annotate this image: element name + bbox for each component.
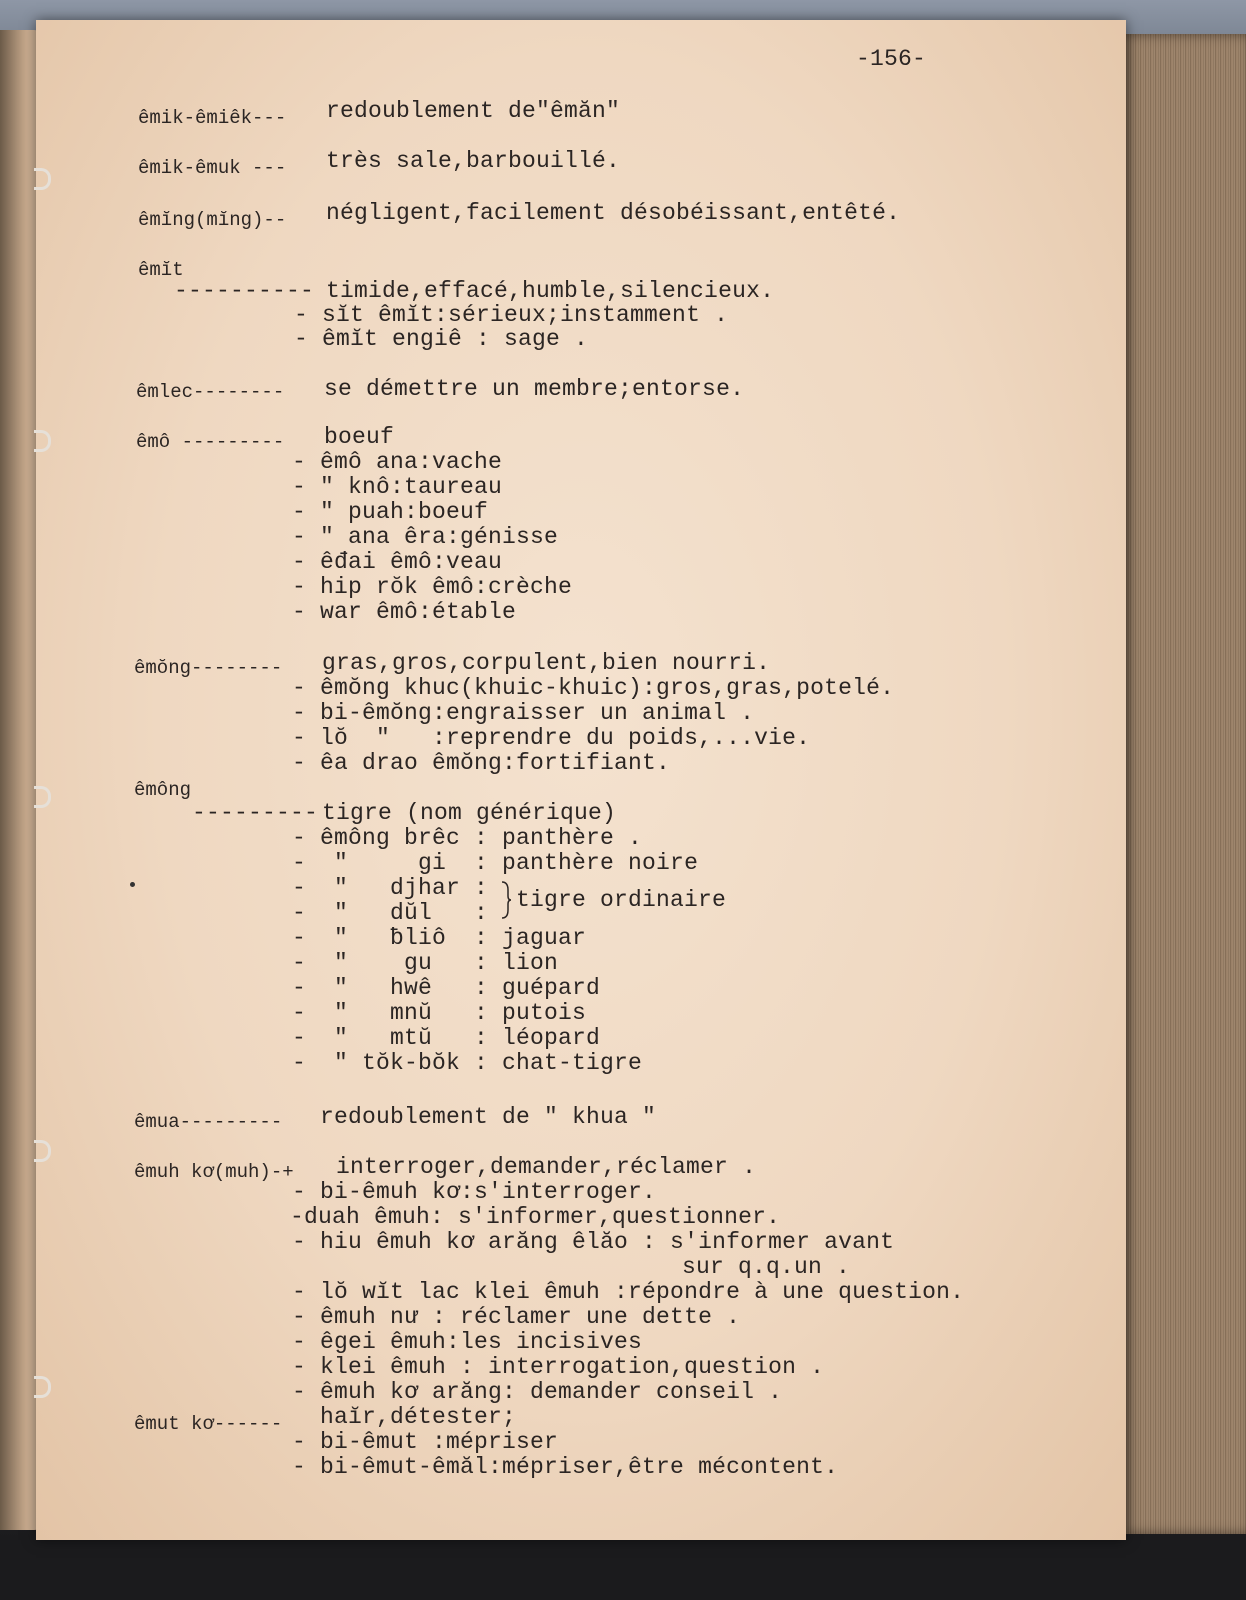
entry-line: - " ana êra:génisse [292,524,559,550]
entry-headword: êmlec-------- [136,381,285,403]
entry-line: -duah êmuh: s'informer,questionner. [290,1204,781,1230]
entry-line: haĭr,détester; [320,1404,517,1430]
entry-line: - êmŏng khuc(khuic-khuic):gros,gras,potelé. [292,675,895,701]
entry-line: - bi-êmut-êmăl:mépriser,être mécontent. [292,1454,839,1480]
entry-line: - " ƀliô : jaguar [292,925,587,951]
entry-line: - " tŏk-bŏk : chat-tigre [292,1050,643,1076]
entry-line: se démettre un membre;entorse. [324,376,745,402]
entry-line: - hip rŏk êmô:crèche [292,574,573,600]
entry-line: - lŏ " :reprendre du poids,...vie. [292,725,811,751]
entry-line: redoublement de"êmăn" [326,98,621,124]
entry-line: - êmuh kơ arăng: demander conseil . [292,1379,783,1405]
page-stack-edge [1120,34,1246,1534]
entry-line: négligent,facilement désobéissant,entêté. [326,200,901,226]
entry-line: - " mtŭ : léopard [292,1025,601,1051]
entry-line: - " djhar : [292,875,489,901]
entry-headword: êmông [134,779,192,801]
entry-line: tigre (nom générique) [322,800,617,826]
entry-line: gras,gros,corpulent,bien nourri. [322,650,771,676]
entry-line: - êmô ana:vache [292,449,503,475]
bracket-gloss: tigre ordinaire [516,887,727,913]
entry-line: - " knô:taureau [292,474,503,500]
entry-line: - " gi : panthère noire [292,850,699,876]
entry-headword: êmĭng(mĭng)-- [138,209,287,231]
entry-dashes: ---------- [174,278,315,304]
entry-line: - " mnŭ : putois [292,1000,587,1026]
entry-line: - " hwê : guépard [292,975,601,1001]
entry-line: - " puah:boeuf [292,499,489,525]
entry-line: - bi-êmŏng:engraisser un animal . [292,700,755,726]
entry-line: - " dŭl : [292,900,489,926]
ink-speck [130,882,135,887]
entry-headword: êmik-êmiêk--- [138,107,287,129]
brace-mark [500,880,512,920]
entry-line: interroger,demander,réclamer . [336,1154,757,1180]
entry-line: - êgei êmuh:les incisives [292,1329,643,1355]
entry-headword: êmuh kơ(muh)-+ [134,1161,294,1183]
entry-line: boeuf [324,424,395,450]
entry-line: - bi-êmut :mépriser [292,1429,559,1455]
entry-headword: êmua--------- [134,1111,283,1133]
entry-line: - klei êmuh : interrogation,question . [292,1354,825,1380]
entry-line: - bi-êmuh kơ:s'interroger. [292,1179,657,1205]
entry-headword: êmut kơ------ [134,1413,283,1435]
entry-dashes: --------- [192,800,319,826]
entry-line: - lŏ wĭt lac klei êmuh :répondre à une question. [292,1279,965,1305]
entry-line: - êmông brêc : panthère . [292,825,643,851]
entry-line: - " gu : lion [292,950,559,976]
entry-line: sur q.q.un . [682,1254,851,1280]
entry-line: - êmuh nư : réclamer une dette . [292,1304,741,1330]
entry-headword: êmĭt [138,259,184,281]
entry-line: - êa drao êmŏng:fortifiant. [292,750,671,776]
entry-line: - sĭt êmĭt:sérieux;instamment . [294,302,729,328]
page-number: -156- [856,46,927,72]
entry-line: timide,effacé,humble,silencieux. [326,278,775,304]
entry-headword: êmŏng-------- [134,657,283,679]
entry-line: - hiu êmuh kơ arăng êlăo : s'informer avant [292,1229,895,1255]
entry-line: très sale,barbouillé. [326,148,621,174]
entry-line: - war êmô:étable [292,599,517,625]
entry-line: redoublement de " khua " [320,1104,657,1130]
entry-line: - êđai êmô:veau [292,549,503,575]
entry-headword: êmô --------- [136,431,285,453]
entry-line: - êmĭt engiê : sage . [294,326,589,352]
entry-headword: êmik-êmuk --- [138,157,287,179]
